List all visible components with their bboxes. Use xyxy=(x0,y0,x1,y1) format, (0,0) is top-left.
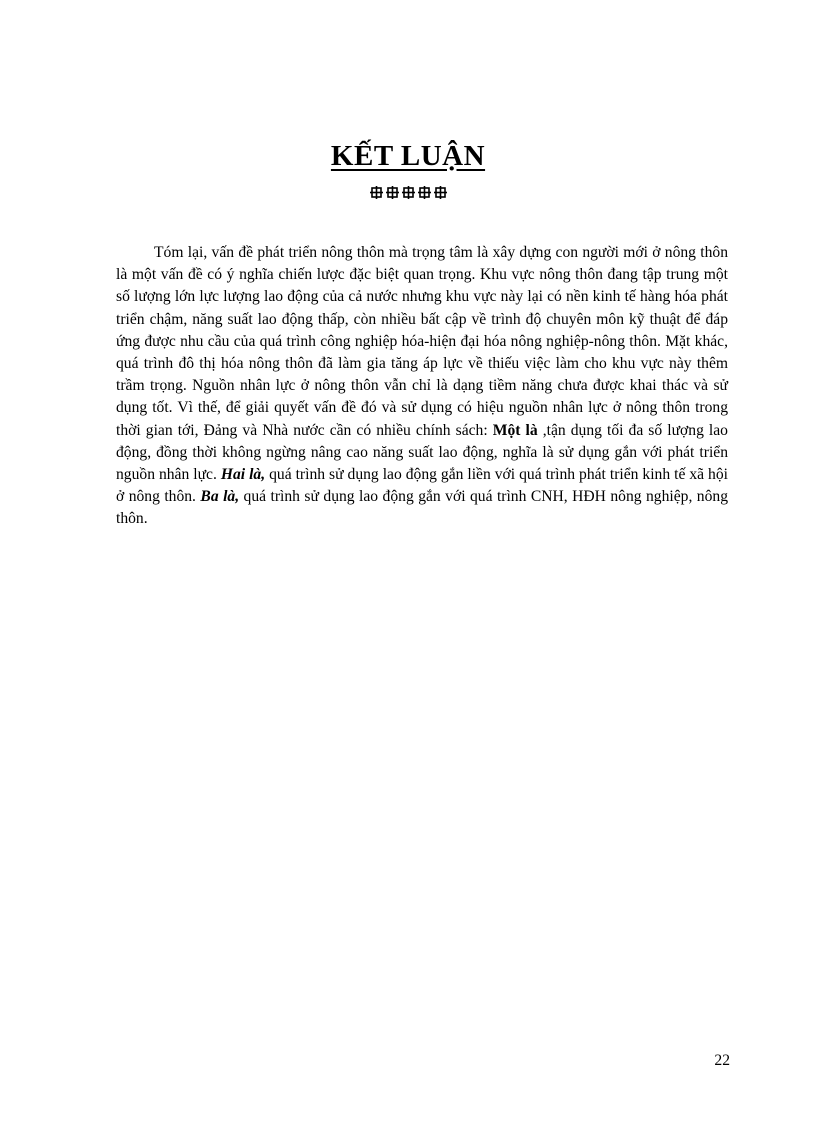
cross-square-ornament-icon xyxy=(418,186,431,199)
paragraph-text: quá trình sử dụng lao động gắn liền với quá trình phát triển kinh tế xã hội ở nông thôn. xyxy=(116,466,728,506)
page-number: 22 xyxy=(714,1052,730,1069)
cross-square-ornament-icon xyxy=(386,186,399,199)
cross-square-ornament-icon xyxy=(370,186,383,199)
cross-square-ornament-icon xyxy=(434,186,447,199)
conclusion-paragraph xyxy=(116,242,728,531)
point-three-label: Ba là, xyxy=(200,488,240,506)
point-two-label: Hai là, xyxy=(220,466,266,484)
paragraph-text: ,tận dụng tối đa số lượng lao động, đồng thời không ngừng nâng cao năng suất lao động, nghĩa là sử dụng gắn với phát triển nguồn nhân lực. xyxy=(116,421,728,484)
cross-square-ornament-icon xyxy=(402,186,415,199)
title-ornament xyxy=(0,186,816,199)
paragraph-text: Tóm lại, vấn đề phát triển nông thôn mà trọng tâm là xây dựng con người mới ở nông thôn là một vấn đề có ý nghĩa chiến lược đặc biệt quan trọng. Khu vực nông thôn đang tập trung một số lượng lớn lực lượng lao động của cả nước nhưng khu vực này lại có nền kinh tế hàng hóa phát triển chậm, năng suất lao động thấp, còn nhiều bất cập về trình độ chuyên môn kỹ thuật để đáp ứng được nhu cầu của quá trình công nghiệp hóa-hiện đại hóa nông nghiệp-nông thôn. Mặt khác, quá trình đô thị hóa nông thôn đã làm gia tăng áp lực về thiếu việc làm cho khu vực này thêm trầm trọng. Nguồn nhân lực ở nông thôn vẫn chỉ là dạng tiềm năng chưa được khai thác và sử dụng tốt. Vì thế, để giải quyết vấn đề đó và sử dụng có hiệu nguồn nhân lực ở nông thôn trong thời gian tới, Đảng và Nhà nước cần có nhiều chính sách: xyxy=(116,244,728,439)
point-one-label: Một là xyxy=(492,421,538,439)
page-title: KẾT LUẬN xyxy=(330,140,486,172)
paragraph-text: quá trình sử dụng lao động gắn với quá trình CNH, HĐH nông nghiệp, nông thôn. xyxy=(116,488,728,528)
